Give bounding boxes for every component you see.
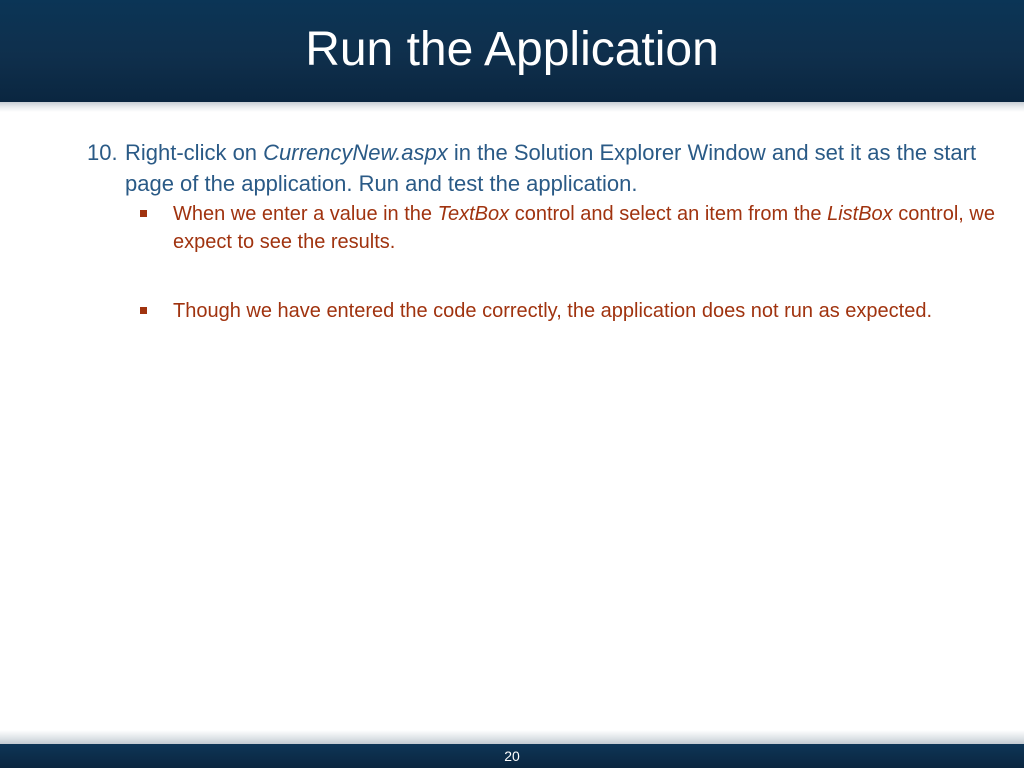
bullet-text-part: When we enter a value in the [173, 203, 438, 225]
bullet-emphasis-textbox: TextBox [437, 203, 510, 225]
footer-bar [0, 744, 1024, 768]
bullet-text [173, 200, 1000, 256]
step-text [125, 137, 997, 199]
bullet-item [140, 297, 1000, 325]
slide-title: Run the Application [305, 22, 719, 76]
bullet-emphasis-listbox: ListBox [827, 203, 893, 225]
title-bar [0, 0, 1024, 102]
step-number: 10. [87, 140, 118, 165]
step-emphasis: CurrencyNew.aspx [263, 140, 448, 165]
numbered-step [87, 137, 997, 199]
bullet-text-part: control, we expect to see the results. [173, 203, 995, 253]
bullet-text-part: control and select an item from the [509, 203, 828, 225]
bullet-text: Though we have entered the code correctly, the application does not run as expected. [173, 300, 933, 322]
footer-shadow [0, 730, 1024, 744]
step-text-before: Right-click on [125, 140, 264, 165]
step-text-after: in the Solution Explorer Window and set it as the start page of the application. Run and test the application. [125, 140, 977, 196]
square-bullet-icon [140, 307, 147, 314]
page-number: 20 [504, 748, 520, 764]
bullet-item [140, 200, 1000, 256]
square-bullet-icon [140, 210, 147, 217]
title-bar-shadow [0, 102, 1024, 112]
